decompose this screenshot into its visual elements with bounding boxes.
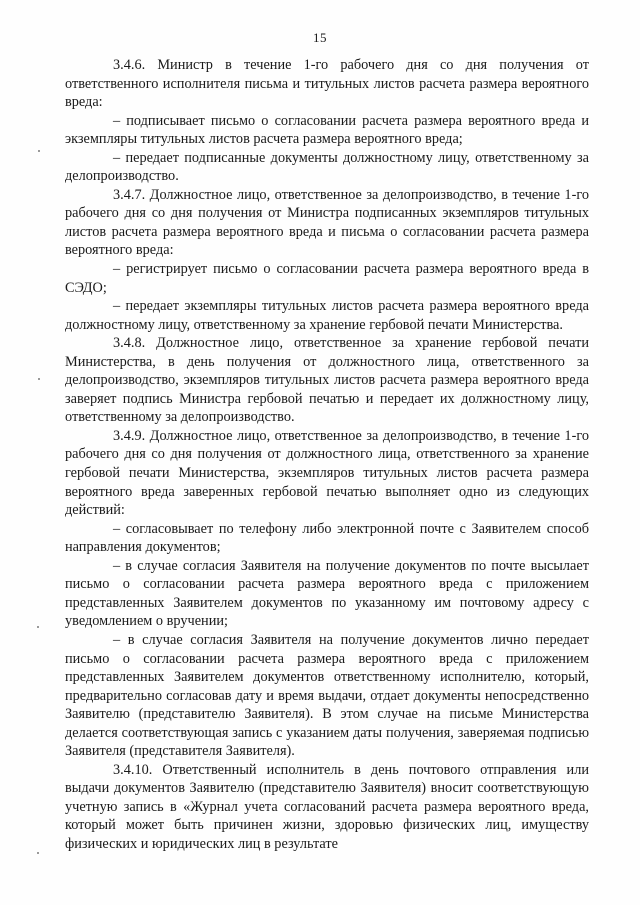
list-item-transfer-title-sheets: – передает экземпляры титульных листов расчета размера вероятного вреда должностному лицу, ответственному за хранение гербовой печати Министерства. — [65, 298, 589, 333]
list-item-register-letter: – регистрирует письмо о согласовании расчета размера вероятного вреда в СЭДО; — [65, 261, 589, 296]
paragraph-3-4-7: 3.4.7. Должностное лицо, ответственное за делопроизводство, в течение 1-го рабочего дня со дня получения от Министра подписанных экземпляров титульных листов расчета размера вероятного вреда и письма о согласовании расчета размера вероятного вреда: — [65, 186, 589, 259]
list-item-sign-letter: – подписывает письмо о согласовании расчета размера вероятного вреда и экземпляры титульных листов расчета размера вероятного вреда; — [65, 112, 589, 148]
scan-mark — [37, 852, 39, 854]
list-item-agree-delivery-method: – согласовывает по телефону либо электронной почте с Заявителем способ направления документов; — [65, 520, 589, 556]
paragraph-3-4-8: 3.4.8. Должностное лицо, ответственное за хранение гербовой печати Министерства, в день получения от должностного лица, ответственного за делопроизводство, экземпляров титульных листов расчета размера вероятного вреда заверяет подпись Министра гербовой печатью и передает их должностному лицу, ответственному за делопроизводство. — [65, 335, 589, 426]
document-body — [65, 56, 589, 854]
list-item-transfer-documents: – передает подписанные документы должностному лицу, ответственному за делопроизводство. — [65, 149, 589, 185]
page-number: 15 — [313, 30, 327, 45]
scan-mark — [37, 626, 39, 628]
scan-mark — [38, 150, 40, 152]
list-item-hand-over-in-person: – в случае согласия Заявителя на получение документов лично передает письмо о согласовании расчета размера вероятного вреда с приложением представленных Заявителем документов ответственному исполнителю, который, предварительно согласовав дату и время выдачи, отдает документы непосредственно Заявителю (представителю Заявителя). В этом случае на письме Министерства делается соответствующая запись с указанием даты получения, заверяемая подписью Заявителя (представителя Заявителя). — [65, 631, 589, 760]
list-item-send-by-mail: – в случае согласия Заявителя на получение документов по почте высылает письмо о согласовании расчета размера вероятного вреда с приложением представленных Заявителем документов по указанному им почтовому адресу с уведомлением о вручении; — [65, 557, 589, 630]
scan-mark — [38, 378, 40, 380]
paragraph-3-4-6: 3.4.6. Министр в течение 1-го рабочего дня со дня получения от ответственного исполнителя письма и титульных листов расчета размера вероятного вреда: — [65, 57, 589, 111]
paragraph-3-4-10: 3.4.10. Ответственный исполнитель в день почтового отправления или выдачи документов Заявителю (представителю Заявителя) вносит соответствующую учетную запись в «Журнал учета согласований расчета размера вероятного вреда, который может быть причинен жизни, здоровью физических лиц, имуществу физических и юридических лиц в результате — [65, 761, 589, 852]
paragraph-3-4-9: 3.4.9. Должностное лицо, ответственное за делопроизводство, в течение 1-го рабочего дня со дня получения от должностного лица, ответственного за хранение гербовой печати Министерства, экземпляров титульных листов расчета размера вероятного вреда заверенных гербовой печатью выполняет одно из следующих действий: — [65, 427, 589, 519]
